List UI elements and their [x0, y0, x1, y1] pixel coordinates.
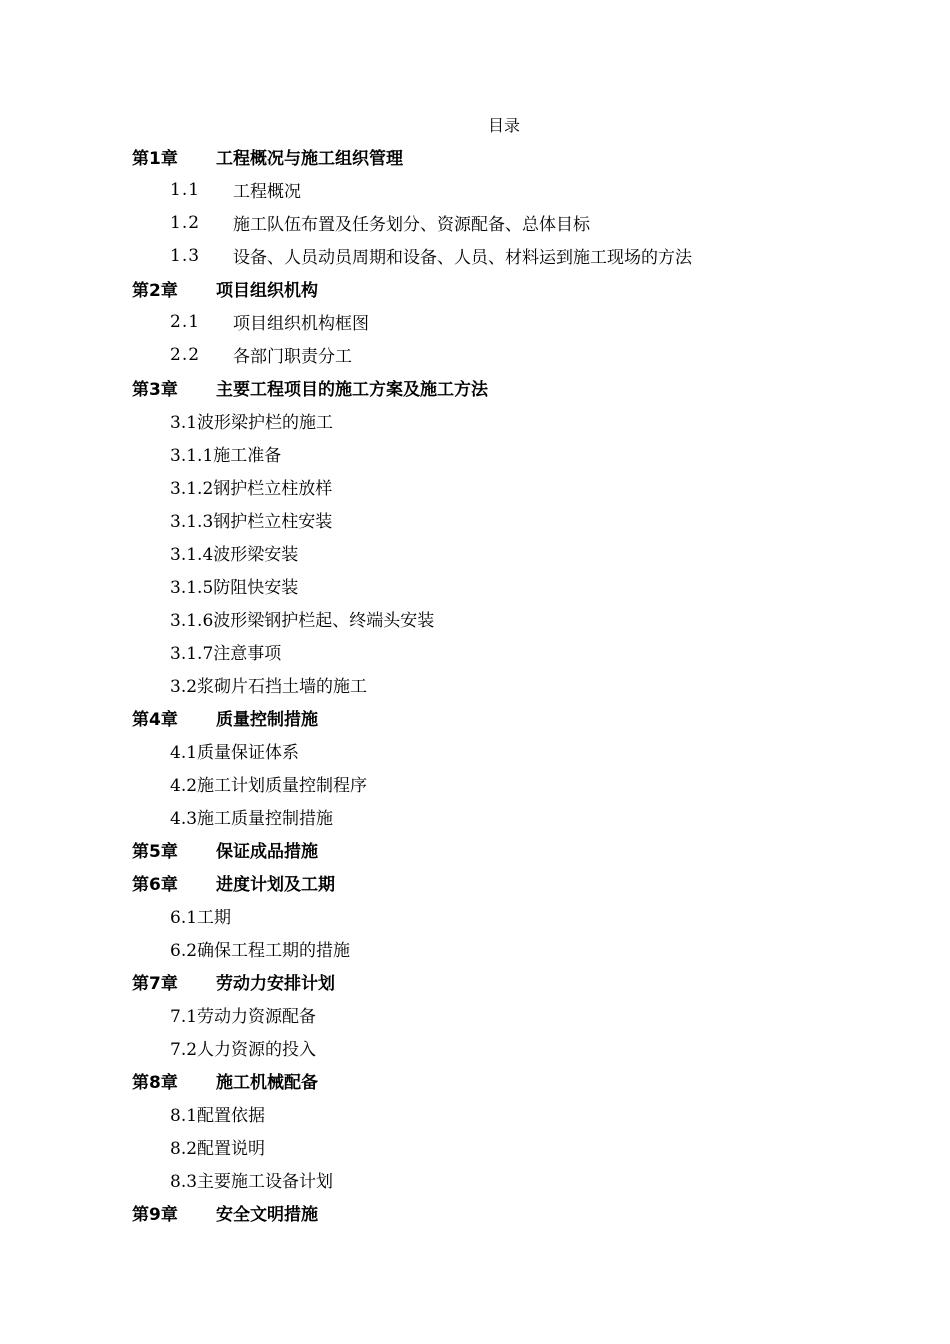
toc-chapter-entry — [132, 965, 892, 998]
toc-section-entry — [132, 470, 892, 503]
toc-entry-number: 第3章 — [132, 380, 178, 400]
toc-entry-text: 3.1.6波形梁钢护栏起、终端头安装 — [170, 611, 435, 631]
toc-entry-text: 保证成品措施 — [216, 842, 318, 862]
toc-entry-number: 第6章 — [132, 875, 178, 895]
toc-entry-text: 6.1工期 — [170, 908, 232, 928]
toc-entry-text: 4.2施工计划质量控制程序 — [170, 776, 368, 796]
toc-section-entry — [132, 569, 892, 602]
toc-entry-text: 主要工程项目的施工方案及施工方法 — [216, 380, 488, 400]
table-of-contents — [132, 140, 892, 1229]
toc-section-entry — [132, 1031, 892, 1064]
toc-section-entry — [132, 1097, 892, 1130]
toc-entry-text: 8.1配置依据 — [170, 1106, 266, 1126]
toc-section-entry — [132, 998, 892, 1031]
toc-entry-text: 3.1.1施工准备 — [170, 446, 282, 466]
toc-entry-text: 劳动力安排计划 — [216, 974, 335, 994]
toc-entry-number: 2.1 — [170, 311, 201, 332]
toc-entry-text: 8.2配置说明 — [170, 1139, 266, 1159]
toc-entry-text: 3.1.3钢护栏立柱安装 — [170, 512, 333, 532]
toc-chapter-entry — [132, 833, 892, 866]
toc-entry-text: 施工机械配备 — [216, 1073, 318, 1093]
toc-entry-number: 第8章 — [132, 1073, 178, 1093]
toc-title: 目录 — [487, 116, 520, 135]
toc-entry-text: 4.3施工质量控制措施 — [170, 809, 334, 829]
toc-entry-number: 第5章 — [132, 842, 178, 862]
toc-section-entry — [132, 305, 892, 338]
toc-entry-number: 第9章 — [132, 1205, 178, 1225]
toc-chapter-entry — [132, 1064, 892, 1097]
toc-entry-text: 施工队伍布置及任务划分、资源配备、总体目标 — [233, 215, 590, 235]
toc-entry-number: 第4章 — [132, 710, 178, 730]
toc-entry-text: 3.1波形梁护栏的施工 — [170, 413, 334, 433]
toc-entry-text: 3.1.4波形梁安装 — [170, 545, 299, 565]
toc-chapter-entry — [132, 1196, 892, 1229]
toc-entry-number: 第2章 — [132, 281, 178, 301]
toc-entry-text: 7.2人力资源的投入 — [170, 1040, 317, 1060]
toc-chapter-entry — [132, 371, 892, 404]
toc-entry-number: 第7章 — [132, 974, 178, 994]
toc-section-entry — [132, 239, 892, 272]
toc-section-entry — [132, 1130, 892, 1163]
toc-entry-text: 各部门职责分工 — [233, 347, 352, 367]
toc-section-entry — [132, 206, 892, 239]
toc-entry-text: 质量控制措施 — [216, 710, 318, 730]
toc-entry-text: 项目组织机构框图 — [233, 314, 369, 334]
toc-section-entry — [132, 668, 892, 701]
toc-entry-text: 安全文明措施 — [216, 1205, 318, 1225]
toc-section-entry — [132, 932, 892, 965]
toc-entry-text: 3.2浆砌片石挡土墙的施工 — [170, 677, 368, 697]
toc-entry-text: 3.1.5防阻快安装 — [170, 578, 299, 598]
toc-chapter-entry — [132, 701, 892, 734]
toc-entry-text: 8.3主要施工设备计划 — [170, 1172, 334, 1192]
toc-entry-number: 2.2 — [170, 344, 201, 365]
toc-entry-number: 1.2 — [170, 212, 201, 233]
toc-section-entry — [132, 635, 892, 668]
toc-entry-text: 6.2确保工程工期的措施 — [170, 941, 351, 961]
toc-section-entry — [132, 503, 892, 536]
toc-entry-text: 工程概况与施工组织管理 — [216, 149, 403, 169]
toc-section-entry — [132, 437, 892, 470]
toc-entry-text: 3.1.7注意事项 — [170, 644, 282, 664]
toc-entry-text: 进度计划及工期 — [216, 875, 335, 895]
toc-section-entry — [132, 1163, 892, 1196]
toc-entry-number: 第1章 — [132, 149, 178, 169]
toc-section-entry — [132, 404, 892, 437]
toc-section-entry — [132, 734, 892, 767]
toc-section-entry — [132, 536, 892, 569]
toc-section-entry — [132, 767, 892, 800]
toc-section-entry — [132, 899, 892, 932]
toc-chapter-entry — [132, 866, 892, 899]
toc-entry-number: 1.1 — [170, 179, 201, 200]
toc-section-entry — [132, 338, 892, 371]
toc-entry-text: 设备、人员动员周期和设备、人员、材料运到施工现场的方法 — [233, 248, 692, 268]
toc-section-entry — [132, 800, 892, 833]
toc-chapter-entry — [132, 272, 892, 305]
toc-section-entry — [132, 602, 892, 635]
toc-section-entry — [132, 173, 892, 206]
toc-chapter-entry — [132, 140, 892, 173]
toc-entry-text: 3.1.2钢护栏立柱放样 — [170, 479, 333, 499]
toc-entry-text: 7.1劳动力资源配备 — [170, 1007, 317, 1027]
toc-entry-text: 工程概况 — [233, 182, 301, 202]
toc-entry-number: 1.3 — [170, 245, 201, 266]
toc-entry-text: 项目组织机构 — [216, 281, 318, 301]
toc-entry-text: 4.1质量保证体系 — [170, 743, 300, 763]
